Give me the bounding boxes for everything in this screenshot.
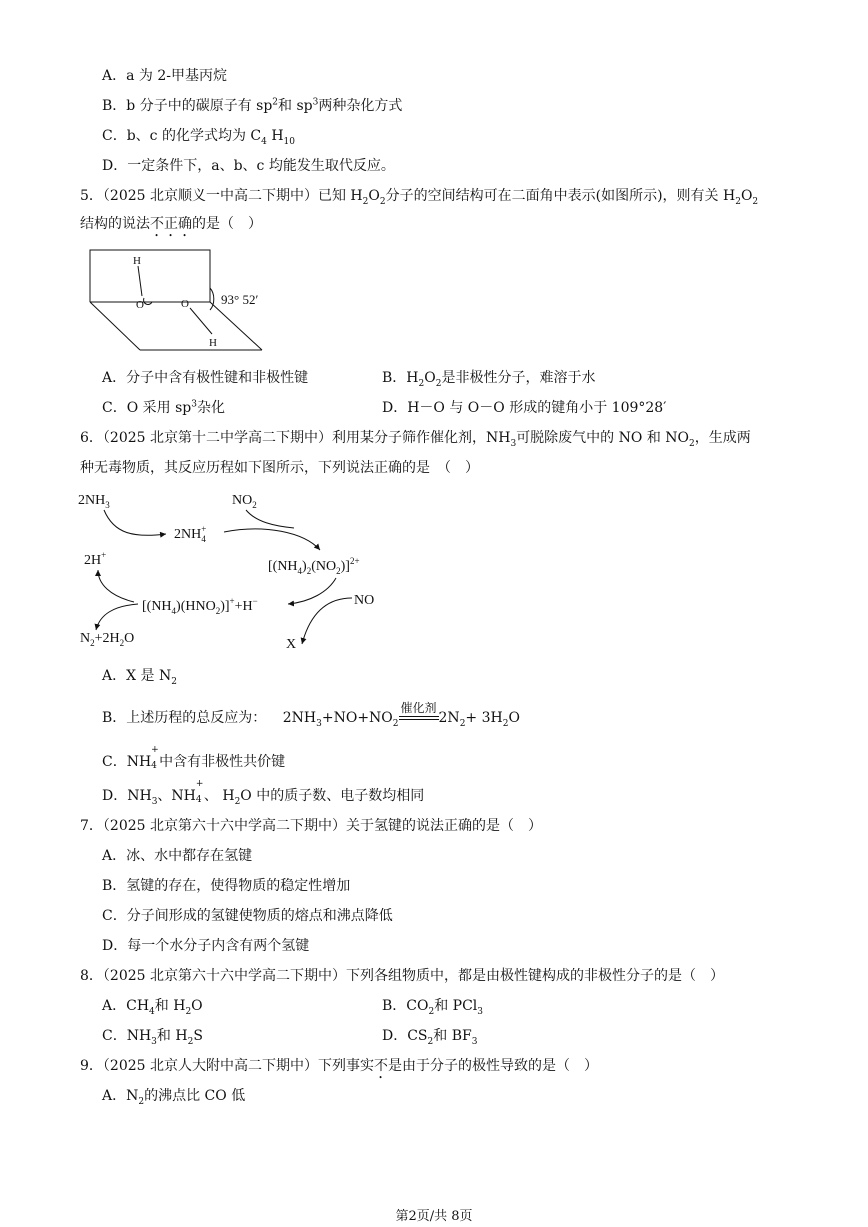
q5-option-c: C．O 采用 $sp^3$杂化: [102, 399, 225, 416]
h2o2-dihedral-figure: [84, 246, 284, 356]
fig-complex1: $[(NH_4)_2(NO_2)]^{2+}$: [268, 556, 360, 576]
q5-option-d: D．H－O 与 O－O 形成的键角小于 109°28′: [382, 400, 667, 416]
fig-h-bottom: H: [209, 337, 217, 349]
fig-x: X: [286, 637, 297, 652]
q5-option-a: A．分子中含有极性键和非极性键: [102, 370, 309, 386]
fig-angle-label: 93° 52′: [221, 292, 259, 307]
q6-option-d: D．$NH_3$、NH + 4 、 $H_2O$ 中的质子数、电子数均相同: [102, 779, 425, 807]
q7-option-d: D．每一个水分子内含有两个氢键: [102, 938, 310, 954]
q6-stem-line1: 6．（2025 北京第十二中学高二下期中）利用某分子筛作催化剂，$NH_3$可脱除废气中的 NO 和 $NO_2$，生成两: [80, 430, 751, 449]
q4-option-d: D．一定条件下，a、b、c 均能发生取代反应。: [102, 158, 395, 174]
q5-stem-line1: 5．（2025 北京顺义一中高二下期中）已知 $H_2O_2$分子的空间结构可在二面角中表示(如图所示)，则有关 $H_2O_2$: [80, 188, 759, 207]
q8-option-d: D．$CS_2$和 $BF_3$: [382, 1028, 478, 1047]
fig-h-plus: 2H+: [84, 550, 107, 568]
q5-option-b: B．$H_2O_2$是非极性分子，难溶于水: [382, 370, 596, 389]
q7-option-b: B．氢键的存在，使得物质的稳定性增加: [102, 878, 351, 894]
catalyst-equals: 催化剂: [399, 708, 439, 728]
fig-h-top: H: [133, 255, 141, 267]
fig-n2-h2o: $N_2+2H_2O$: [80, 631, 135, 648]
q9-stem: 9．（2025 北京人大附中高二下期中）下列事实不是由于分子的极性导致的是（ ）: [80, 1058, 598, 1074]
fig-nh4: 2NH+ 4: [174, 524, 207, 544]
fig-nh3: $2NH_3$: [78, 493, 110, 510]
q8-stem: 8．（2025 北京第六十六中学高二下期中）下列各组物质中，都是由极性键构成的非极性分子的是（ ）: [80, 968, 724, 984]
q4-option-b: B．b 分子中的碳原子有 $sp^2$和 $sp^3$两种杂化方式: [102, 97, 403, 114]
q6-stem-line2: 种无毒物质，其反应历程如下图所示，下列说法正确的是 （ ）: [80, 460, 479, 476]
fig-no: NO: [354, 593, 375, 608]
page-footer: 第2页/共 8页: [395, 1209, 473, 1224]
reaction-mechanism-figure: [74, 484, 394, 660]
fig-o-right: O: [181, 298, 189, 310]
q7-stem: 7．（2025 北京第六十六中学高二下期中）关于氢键的说法正确的是（ ）: [80, 818, 542, 834]
fig-o-left: O: [136, 299, 144, 311]
q5-stem-line2: 结构的说法不正确的是（ ）: [80, 216, 262, 232]
q6-option-a: A．X 是 $N_2$: [102, 668, 177, 687]
q7-option-a: A．冰、水中都存在氢键: [102, 848, 253, 864]
q6-option-c: C．NH + 4 中含有非极性共价键: [102, 745, 286, 771]
fig-no2: $NO_2$: [232, 493, 257, 510]
q4-option-c: C．b、c 的化学式均为 $C_4$ $H_{10}$: [102, 128, 295, 147]
q7-option-c: C．分子间形成的氢键使物质的熔点和沸点降低: [102, 908, 393, 924]
q4-option-a: A．a 为 2-甲基丙烷: [102, 68, 227, 84]
q8-option-c: C．$NH_3$和 $H_2S$: [102, 1028, 203, 1047]
q6-option-b: B．上述历程的总反应为： $2NH_3+NO+NO_2$ 催化剂 $2N_2+ 3H_2O$: [102, 701, 520, 729]
q9-option-a: A．$N_2$的沸点比 CO 低: [102, 1088, 246, 1107]
fig-complex2: $[(NH_4)(HNO_2)]^++H^-$: [142, 596, 258, 616]
q8-option-a: A．$CH_4$和 $H_2O$: [102, 998, 203, 1017]
q8-option-b: B．$CO_2$和 PCl$_3$: [382, 998, 484, 1017]
